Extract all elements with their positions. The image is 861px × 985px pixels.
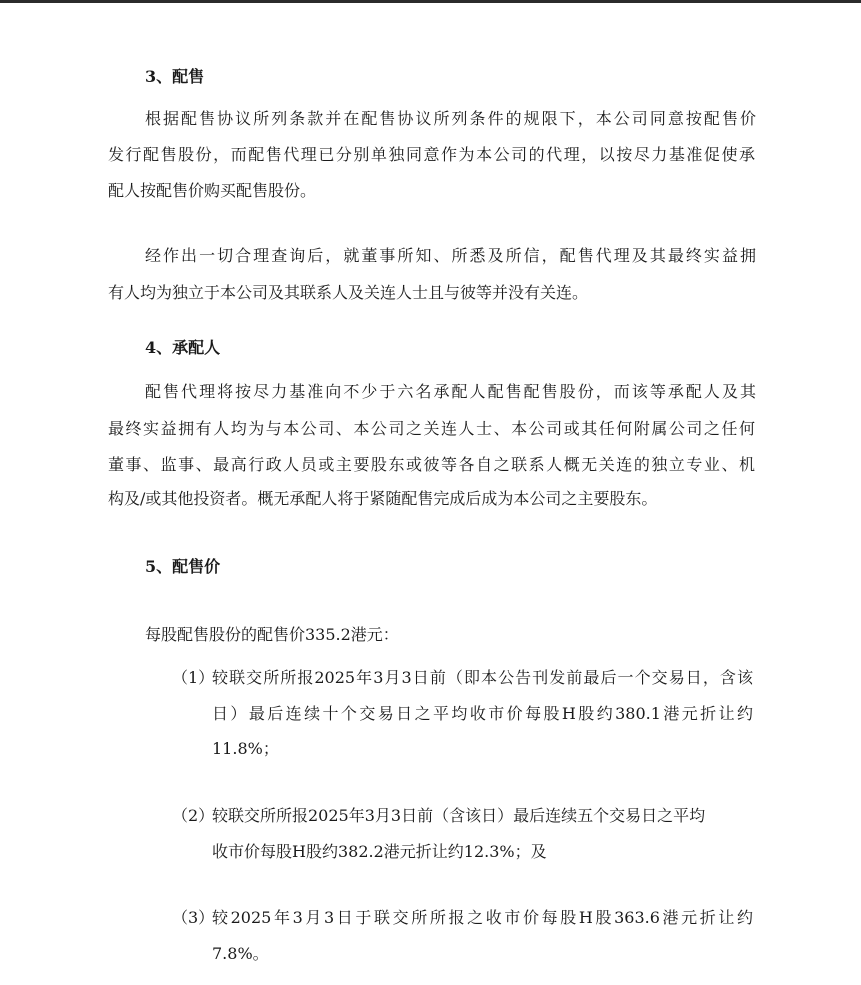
list-item-marker: （1） (172, 668, 215, 687)
paragraph-line: 最终实益拥有人均为与本公司、本公司之关连人士、本公司或其任何附属公司之任何 (108, 419, 755, 438)
paragraph-line: 配人按配售价购买配售股份。 (108, 181, 317, 200)
list-item-line: 较2025年3月3日于联交所所报之收市价每股H股363.6港元折让约 (212, 908, 753, 927)
paragraph-line: 有人均为独立于本公司及其联系人及关连人士且与彼等并没有关连。 (108, 283, 589, 302)
placing-price-intro: 每股配售股份的配售价335.2港元： (145, 625, 399, 644)
list-item-line: 较联交所所报2025年3月3日前（含该日）最后连续五个交易日之平均 (212, 806, 706, 825)
list-item-line: 收市价每股H股约382.2港元折让约12.3%；及 (212, 842, 547, 861)
paragraph-line: 构及/或其他投资者。概无承配人将于紧随配售完成后成为本公司之主要股东。 (108, 489, 658, 508)
paragraph-line: 配售代理将按尽力基准向不少于六名承配人配售配售股份，而该等承配人及其 (145, 382, 756, 401)
paragraph-line: 根据配售协议所列条款并在配售协议所列条件的规限下，本公司同意按配售价 (145, 109, 756, 128)
paragraph-line: 发行配售股份，而配售代理已分别单独同意作为本公司的代理，以按尽力基准促使承 (108, 145, 755, 164)
list-item-marker: （2） (172, 806, 215, 825)
list-item-marker: （3） (172, 908, 215, 927)
list-item-line: 11.8%； (212, 739, 279, 758)
section-heading-placees: 4、承配人 (145, 338, 221, 357)
section-heading-placing-price: 5、配售价 (145, 557, 221, 576)
list-item-line: 较联交所所报2025年3月3日前（即本公告刊发前最后一个交易日，含该 (212, 668, 753, 687)
paragraph-line: 经作出一切合理查询后，就董事所知、所悉及所信，配售代理及其最终实益拥 (145, 246, 756, 265)
section-heading-placing: 3、配售 (145, 67, 205, 86)
list-item-line: 7.8%。 (212, 944, 269, 963)
list-item-line: 日）最后连续十个交易日之平均收市价每股H股约380.1港元折让约 (212, 704, 753, 723)
paragraph-line: 董事、监事、最高行政人员或主要股东或彼等各自之联系人概无关连的独立专业、机 (108, 455, 755, 474)
